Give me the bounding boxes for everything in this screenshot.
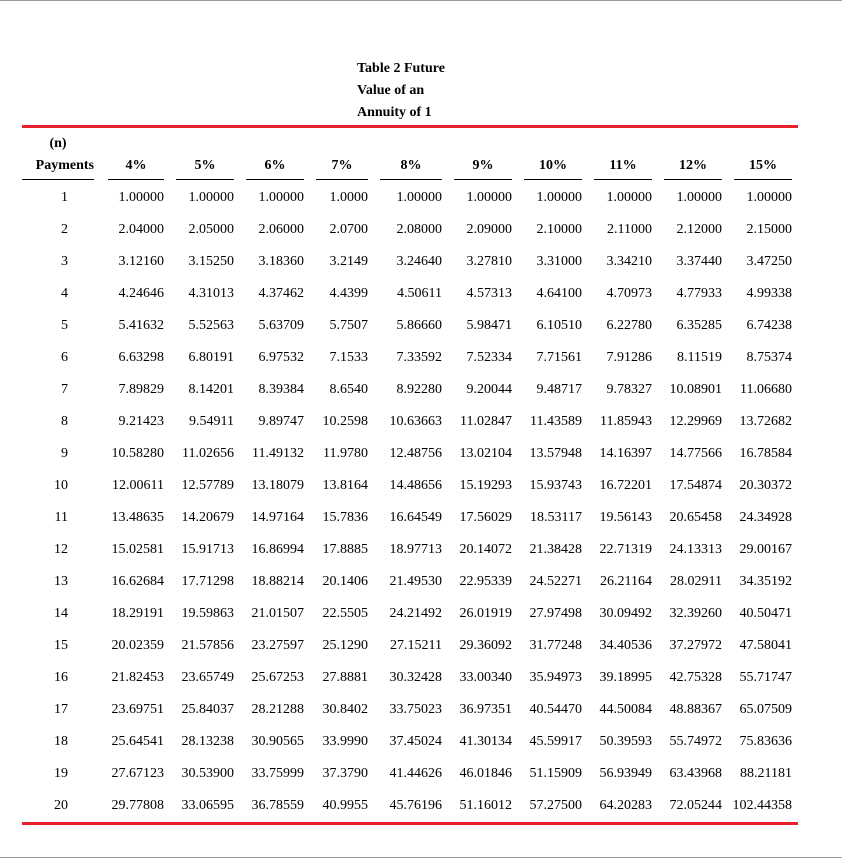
value-cell: 4.77933 bbox=[676, 286, 722, 301]
value-cell: 7.52334 bbox=[466, 350, 512, 365]
payment-number-cell: 15 bbox=[54, 638, 68, 653]
value-cell: 39.18995 bbox=[599, 670, 652, 685]
value-cell: 51.15909 bbox=[529, 766, 582, 781]
value-cell: 36.97351 bbox=[459, 702, 512, 717]
value-cell: 21.82453 bbox=[111, 670, 164, 685]
rate-header: 11% bbox=[588, 132, 658, 180]
payment-number-cell: 4 bbox=[61, 286, 68, 301]
value-cell: 30.09492 bbox=[599, 606, 652, 621]
value-cell: 35.94973 bbox=[529, 670, 582, 685]
value-cell: 27.67123 bbox=[111, 766, 164, 781]
payment-number-cell: 17 bbox=[54, 702, 68, 717]
top-border-line bbox=[0, 0, 842, 1]
header-row bbox=[22, 132, 798, 180]
table-row bbox=[22, 598, 798, 630]
table-body bbox=[22, 180, 798, 822]
value-cell: 50.39593 bbox=[599, 734, 652, 749]
table-top-rule bbox=[22, 125, 798, 128]
value-cell: 11.43589 bbox=[530, 414, 582, 429]
value-cell: 12.57789 bbox=[181, 478, 234, 493]
table-row bbox=[22, 630, 798, 662]
value-cell: 9.48717 bbox=[536, 382, 582, 397]
value-cell: 3.34210 bbox=[606, 254, 652, 269]
value-cell: 33.75999 bbox=[251, 766, 304, 781]
value-cell: 1.0000 bbox=[329, 190, 368, 205]
value-cell: 88.21181 bbox=[740, 766, 792, 781]
value-cell: 1.00000 bbox=[258, 190, 304, 205]
rate-header: 9% bbox=[448, 132, 518, 180]
value-cell: 45.76196 bbox=[389, 798, 442, 813]
value-cell: 2.04000 bbox=[118, 222, 164, 237]
value-cell: 23.27597 bbox=[251, 638, 304, 653]
value-cell: 1.00000 bbox=[396, 190, 442, 205]
value-cell: 1.00000 bbox=[606, 190, 652, 205]
value-cell: 4.4399 bbox=[329, 286, 368, 301]
table-row bbox=[22, 726, 798, 758]
value-cell: 12.29969 bbox=[669, 414, 722, 429]
value-cell: 40.9955 bbox=[322, 798, 368, 813]
value-cell: 102.44358 bbox=[732, 798, 792, 813]
value-cell: 3.12160 bbox=[118, 254, 164, 269]
value-cell: 11.9780 bbox=[323, 446, 368, 461]
value-cell: 4.70973 bbox=[606, 286, 652, 301]
value-cell: 6.22780 bbox=[606, 318, 652, 333]
value-cell: 30.8402 bbox=[322, 702, 368, 717]
value-cell: 27.8881 bbox=[322, 670, 368, 685]
value-cell: 75.83636 bbox=[739, 734, 792, 749]
value-cell: 15.7836 bbox=[322, 510, 368, 525]
value-cell: 2.10000 bbox=[536, 222, 582, 237]
value-cell: 9.20044 bbox=[466, 382, 512, 397]
value-cell: 24.13313 bbox=[669, 542, 722, 557]
table-row bbox=[22, 374, 798, 406]
payment-number-cell: 3 bbox=[61, 254, 68, 269]
rate-header: 10% bbox=[518, 132, 588, 180]
value-cell: 17.8885 bbox=[322, 542, 368, 557]
value-cell: 2.06000 bbox=[258, 222, 304, 237]
value-cell: 20.65458 bbox=[669, 510, 722, 525]
value-cell: 3.15250 bbox=[188, 254, 234, 269]
table-row bbox=[22, 694, 798, 726]
payment-number-cell: 18 bbox=[54, 734, 68, 749]
value-cell: 5.41632 bbox=[118, 318, 164, 333]
value-cell: 57.27500 bbox=[529, 798, 582, 813]
rate-header: 7% bbox=[310, 132, 374, 180]
value-cell: 55.71747 bbox=[739, 670, 792, 685]
value-cell: 13.57948 bbox=[529, 446, 582, 461]
value-cell: 33.00340 bbox=[459, 670, 512, 685]
table-row bbox=[22, 214, 798, 246]
value-cell: 17.71298 bbox=[181, 574, 234, 589]
value-cell: 3.2149 bbox=[329, 254, 368, 269]
value-cell: 21.01507 bbox=[251, 606, 304, 621]
value-cell: 4.57313 bbox=[466, 286, 512, 301]
value-cell: 11.06680 bbox=[740, 382, 792, 397]
value-cell: 1.00000 bbox=[118, 190, 164, 205]
table-row bbox=[22, 790, 798, 822]
value-cell: 2.12000 bbox=[676, 222, 722, 237]
value-cell: 2.11000 bbox=[607, 222, 652, 237]
value-cell: 12.00611 bbox=[112, 478, 164, 493]
table-row bbox=[22, 662, 798, 694]
table-row bbox=[22, 534, 798, 566]
value-cell: 40.54470 bbox=[529, 702, 582, 717]
value-cell: 6.35285 bbox=[676, 318, 722, 333]
value-cell: 8.14201 bbox=[188, 382, 234, 397]
value-cell: 11.85943 bbox=[600, 414, 652, 429]
value-cell: 3.37440 bbox=[676, 254, 722, 269]
value-cell: 1.00000 bbox=[746, 190, 792, 205]
value-cell: 18.53117 bbox=[530, 510, 582, 525]
value-cell: 25.1290 bbox=[322, 638, 368, 653]
value-cell: 24.34928 bbox=[739, 510, 792, 525]
value-cell: 13.48635 bbox=[111, 510, 164, 525]
value-cell: 65.07509 bbox=[739, 702, 792, 717]
value-cell: 34.35192 bbox=[739, 574, 792, 589]
value-cell: 25.64541 bbox=[111, 734, 164, 749]
table-title: Table 2 Future Value of an Annuity of 1 bbox=[357, 61, 445, 120]
value-cell: 30.90565 bbox=[251, 734, 304, 749]
value-cell: 9.21423 bbox=[118, 414, 164, 429]
value-cell: 16.86994 bbox=[251, 542, 304, 557]
value-cell: 1.00000 bbox=[466, 190, 512, 205]
value-cell: 23.69751 bbox=[111, 702, 164, 717]
value-cell: 19.59863 bbox=[181, 606, 234, 621]
payment-number-cell: 12 bbox=[54, 542, 68, 557]
value-cell: 40.50471 bbox=[739, 606, 792, 621]
value-cell: 15.93743 bbox=[529, 478, 582, 493]
value-cell: 15.02581 bbox=[111, 542, 164, 557]
value-cell: 14.16397 bbox=[599, 446, 652, 461]
payment-number-cell: 1 bbox=[61, 190, 68, 205]
value-cell: 10.2598 bbox=[322, 414, 368, 429]
payment-number-cell: 8 bbox=[61, 414, 68, 429]
table-row bbox=[22, 278, 798, 310]
value-cell: 28.13238 bbox=[181, 734, 234, 749]
value-cell: 27.97498 bbox=[529, 606, 582, 621]
payment-number-cell: 5 bbox=[61, 318, 68, 333]
payment-number-cell: 13 bbox=[54, 574, 68, 589]
value-cell: 4.31013 bbox=[188, 286, 234, 301]
payment-number-cell: 14 bbox=[54, 606, 68, 621]
value-cell: 30.53900 bbox=[181, 766, 234, 781]
value-cell: 20.14072 bbox=[459, 542, 512, 557]
value-cell: 1.00000 bbox=[536, 190, 582, 205]
rate-header: 12% bbox=[658, 132, 728, 180]
value-cell: 3.18360 bbox=[258, 254, 304, 269]
value-cell: 13.8164 bbox=[322, 478, 368, 493]
value-cell: 32.39260 bbox=[669, 606, 722, 621]
value-cell: 8.11519 bbox=[677, 350, 722, 365]
value-cell: 6.63298 bbox=[118, 350, 164, 365]
value-cell: 21.57856 bbox=[181, 638, 234, 653]
value-cell: 55.74972 bbox=[669, 734, 722, 749]
value-cell: 45.59917 bbox=[529, 734, 582, 749]
value-cell: 16.64549 bbox=[389, 510, 442, 525]
rate-header: 4% bbox=[94, 132, 170, 180]
value-cell: 17.54874 bbox=[669, 478, 722, 493]
value-cell: 18.29191 bbox=[111, 606, 164, 621]
value-cell: 7.33592 bbox=[396, 350, 442, 365]
value-cell: 4.37462 bbox=[258, 286, 304, 301]
value-cell: 21.49530 bbox=[389, 574, 442, 589]
value-cell: 9.89747 bbox=[258, 414, 304, 429]
payment-number-cell: 11 bbox=[54, 510, 68, 525]
value-cell: 2.09000 bbox=[466, 222, 512, 237]
value-cell: 26.21164 bbox=[600, 574, 652, 589]
value-cell: 51.16012 bbox=[459, 798, 512, 813]
value-cell: 4.50611 bbox=[397, 286, 442, 301]
value-cell: 5.7507 bbox=[329, 318, 368, 333]
value-cell: 28.02911 bbox=[670, 574, 722, 589]
value-cell: 25.84037 bbox=[181, 702, 234, 717]
value-cell: 1.00000 bbox=[188, 190, 234, 205]
table-row bbox=[22, 246, 798, 278]
value-cell: 37.45024 bbox=[389, 734, 442, 749]
value-cell: 33.9990 bbox=[322, 734, 368, 749]
value-cell: 13.02104 bbox=[459, 446, 512, 461]
value-cell: 8.6540 bbox=[329, 382, 368, 397]
value-cell: 10.58280 bbox=[111, 446, 164, 461]
value-cell: 3.47250 bbox=[746, 254, 792, 269]
value-cell: 14.48656 bbox=[389, 478, 442, 493]
value-cell: 16.78584 bbox=[739, 446, 792, 461]
value-cell: 44.50084 bbox=[599, 702, 652, 717]
rate-header: 8% bbox=[374, 132, 448, 180]
value-cell: 34.40536 bbox=[599, 638, 652, 653]
value-cell: 20.30372 bbox=[739, 478, 792, 493]
value-cell: 24.21492 bbox=[389, 606, 442, 621]
value-cell: 2.08000 bbox=[396, 222, 442, 237]
value-cell: 27.15211 bbox=[390, 638, 442, 653]
value-cell: 5.98471 bbox=[466, 318, 512, 333]
table-row bbox=[22, 180, 798, 214]
table-row bbox=[22, 502, 798, 534]
value-cell: 11.02847 bbox=[460, 414, 512, 429]
value-cell: 22.71319 bbox=[599, 542, 652, 557]
table-row bbox=[22, 438, 798, 470]
value-cell: 28.21288 bbox=[251, 702, 304, 717]
value-cell: 30.32428 bbox=[389, 670, 442, 685]
value-cell: 10.08901 bbox=[669, 382, 722, 397]
table-row bbox=[22, 470, 798, 502]
value-cell: 8.92280 bbox=[396, 382, 442, 397]
value-cell: 56.93949 bbox=[599, 766, 652, 781]
table-row bbox=[22, 406, 798, 438]
value-cell: 7.91286 bbox=[606, 350, 652, 365]
value-cell: 37.3790 bbox=[322, 766, 368, 781]
value-cell: 7.89829 bbox=[118, 382, 164, 397]
value-cell: 2.05000 bbox=[188, 222, 234, 237]
value-cell: 26.01919 bbox=[459, 606, 512, 621]
value-cell: 20.02359 bbox=[111, 638, 164, 653]
value-cell: 8.39384 bbox=[258, 382, 304, 397]
value-cell: 6.10510 bbox=[536, 318, 582, 333]
value-cell: 16.62684 bbox=[111, 574, 164, 589]
value-cell: 29.77808 bbox=[111, 798, 164, 813]
value-cell: 12.48756 bbox=[389, 446, 442, 461]
value-cell: 7.1533 bbox=[329, 350, 368, 365]
value-cell: 3.24640 bbox=[396, 254, 442, 269]
value-cell: 31.77248 bbox=[529, 638, 582, 653]
value-cell: 4.24646 bbox=[118, 286, 164, 301]
payment-number-cell: 7 bbox=[61, 382, 68, 397]
value-cell: 37.27972 bbox=[669, 638, 722, 653]
payment-number-cell: 6 bbox=[61, 350, 68, 365]
value-cell: 2.0700 bbox=[329, 222, 368, 237]
value-cell: 5.63709 bbox=[258, 318, 304, 333]
value-cell: 16.72201 bbox=[599, 478, 652, 493]
payment-number-cell: 19 bbox=[54, 766, 68, 781]
payments-header bbox=[22, 132, 94, 180]
value-cell: 10.63663 bbox=[389, 414, 442, 429]
value-cell: 25.67253 bbox=[251, 670, 304, 685]
payments-label: Payments bbox=[22, 157, 94, 180]
value-cell: 36.78559 bbox=[251, 798, 304, 813]
payment-number-cell: 9 bbox=[61, 446, 68, 461]
payment-number-cell: 20 bbox=[54, 798, 68, 813]
annuity-table bbox=[22, 132, 798, 822]
table-row bbox=[22, 342, 798, 374]
value-cell: 3.27810 bbox=[466, 254, 512, 269]
value-cell: 21.38428 bbox=[529, 542, 582, 557]
value-cell: 15.91713 bbox=[181, 542, 234, 557]
bottom-border-line bbox=[0, 857, 842, 858]
value-cell: 18.97713 bbox=[389, 542, 442, 557]
value-cell: 6.97532 bbox=[258, 350, 304, 365]
value-cell: 7.71561 bbox=[536, 350, 582, 365]
value-cell: 41.30134 bbox=[459, 734, 512, 749]
value-cell: 11.02656 bbox=[182, 446, 234, 461]
value-cell: 13.18079 bbox=[251, 478, 304, 493]
value-cell: 14.77566 bbox=[669, 446, 722, 461]
value-cell: 4.99338 bbox=[746, 286, 792, 301]
value-cell: 14.20679 bbox=[181, 510, 234, 525]
value-cell: 14.97164 bbox=[251, 510, 304, 525]
value-cell: 22.5505 bbox=[322, 606, 368, 621]
value-cell: 11.49132 bbox=[252, 446, 304, 461]
value-cell: 47.58041 bbox=[739, 638, 792, 653]
value-cell: 2.15000 bbox=[746, 222, 792, 237]
value-cell: 1.00000 bbox=[676, 190, 722, 205]
table-row bbox=[22, 758, 798, 790]
value-cell: 3.31000 bbox=[536, 254, 582, 269]
value-cell: 46.01846 bbox=[459, 766, 512, 781]
value-cell: 63.43968 bbox=[669, 766, 722, 781]
table-row bbox=[22, 566, 798, 598]
value-cell: 29.36092 bbox=[459, 638, 512, 653]
rate-header: 6% bbox=[240, 132, 310, 180]
payment-number-cell: 10 bbox=[54, 478, 68, 493]
value-cell: 23.65749 bbox=[181, 670, 234, 685]
value-cell: 20.1406 bbox=[322, 574, 368, 589]
value-cell: 33.75023 bbox=[389, 702, 442, 717]
value-cell: 17.56029 bbox=[459, 510, 512, 525]
value-cell: 29.00167 bbox=[739, 542, 792, 557]
value-cell: 64.20283 bbox=[599, 798, 652, 813]
payment-number-cell: 16 bbox=[54, 670, 68, 685]
value-cell: 4.64100 bbox=[536, 286, 582, 301]
value-cell: 42.75328 bbox=[669, 670, 722, 685]
value-cell: 22.95339 bbox=[459, 574, 512, 589]
value-cell: 6.80191 bbox=[188, 350, 234, 365]
value-cell: 5.52563 bbox=[188, 318, 234, 333]
value-cell: 8.75374 bbox=[746, 350, 792, 365]
value-cell: 6.74238 bbox=[746, 318, 792, 333]
value-cell: 15.19293 bbox=[459, 478, 512, 493]
value-cell: 9.54911 bbox=[189, 414, 234, 429]
value-cell: 19.56143 bbox=[599, 510, 652, 525]
value-cell: 13.72682 bbox=[739, 414, 792, 429]
value-cell: 5.86660 bbox=[396, 318, 442, 333]
rate-header: 5% bbox=[170, 132, 240, 180]
value-cell: 24.52271 bbox=[529, 574, 582, 589]
value-cell: 33.06595 bbox=[181, 798, 234, 813]
table-row bbox=[22, 310, 798, 342]
rate-header: 15% bbox=[728, 132, 798, 180]
value-cell: 18.88214 bbox=[251, 574, 304, 589]
n-label: (n) bbox=[49, 136, 67, 151]
table-bottom-rule bbox=[22, 822, 798, 825]
payment-number-cell: 2 bbox=[61, 222, 68, 237]
value-cell: 9.78327 bbox=[606, 382, 652, 397]
value-cell: 72.05244 bbox=[669, 798, 722, 813]
value-cell: 41.44626 bbox=[389, 766, 442, 781]
value-cell: 48.88367 bbox=[669, 702, 722, 717]
